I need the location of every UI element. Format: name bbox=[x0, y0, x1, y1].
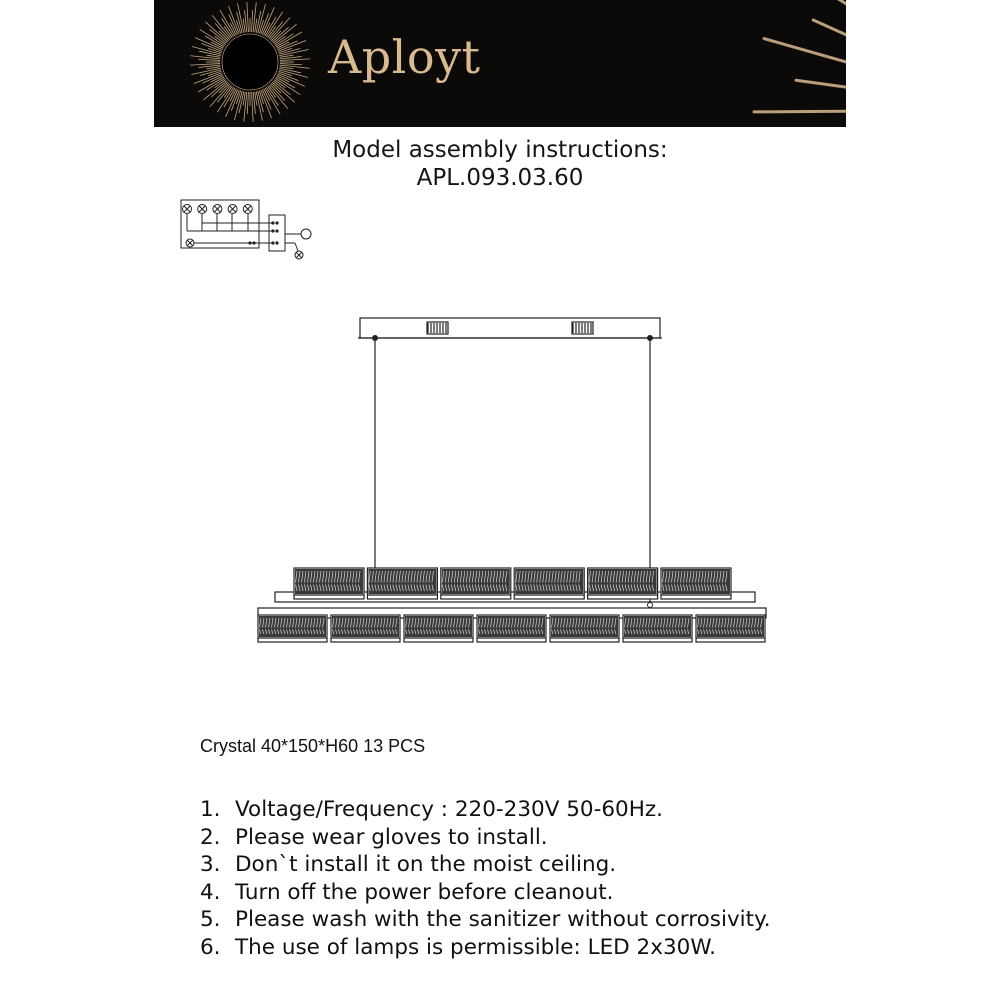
crystal-block bbox=[331, 615, 400, 642]
crystal-block bbox=[477, 615, 546, 642]
crystal-block bbox=[441, 568, 511, 599]
corner-rays bbox=[754, 0, 846, 127]
list-item: 6. The use of lamps is permissible: LED 2x30W. bbox=[200, 934, 716, 960]
crystal-block bbox=[294, 568, 364, 599]
lamp-symbol-icon bbox=[183, 205, 192, 214]
lamp-symbol-icon bbox=[243, 205, 252, 214]
canopy-vent-right bbox=[572, 322, 593, 334]
model-number: APL.093.03.60 bbox=[416, 165, 584, 191]
crystal-block bbox=[661, 568, 731, 599]
canopy-vent-left bbox=[427, 322, 448, 334]
crystal-block bbox=[514, 568, 584, 599]
lamp-symbol-icon bbox=[213, 205, 222, 214]
crystal-block bbox=[550, 615, 619, 642]
crystal-block bbox=[696, 615, 765, 642]
list-item: 1. Voltage/Frequency : 220-230V 50-60Hz. bbox=[200, 797, 664, 822]
lamp-symbol-icon bbox=[228, 205, 237, 214]
sunburst-logo-icon bbox=[154, 0, 846, 127]
lamp-symbol-icon bbox=[198, 205, 207, 214]
wiring-diagram-icon bbox=[178, 197, 318, 265]
instruction-list bbox=[200, 796, 771, 962]
pendant-chandelier-drawing-icon bbox=[250, 310, 770, 650]
brand-name: Aployt bbox=[328, 30, 481, 84]
ceiling-canopy bbox=[360, 318, 660, 338]
crystal-block bbox=[367, 568, 437, 599]
crystal-block bbox=[623, 615, 692, 642]
list-item: 4. Turn off the power before cleanout. bbox=[200, 879, 614, 905]
document-title: Model assembly instructions: bbox=[332, 137, 668, 163]
brand-banner bbox=[154, 0, 846, 127]
crystal-spec: Crystal 40*150*H60 13 PCS bbox=[200, 736, 426, 756]
list-item: 3. Don`t install it on the moist ceiling. bbox=[200, 852, 617, 878]
crystal-block bbox=[588, 568, 658, 599]
crystal-block bbox=[258, 615, 327, 642]
crystal-block bbox=[404, 615, 473, 642]
list-item: 5. Please wash with the sanitizer without corrosivity. bbox=[200, 907, 771, 933]
list-item: 2. Please wear gloves to install. bbox=[200, 824, 548, 850]
